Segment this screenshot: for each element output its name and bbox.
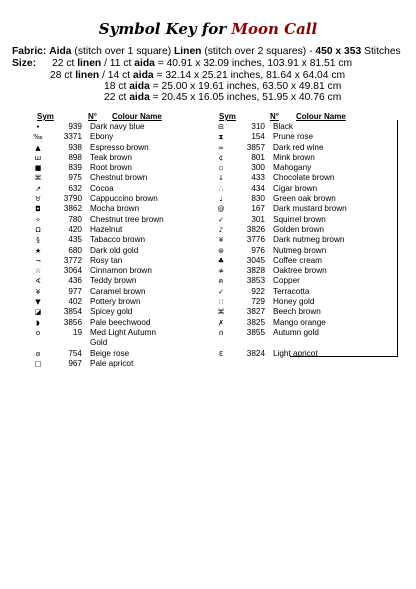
symbol-cell: ɞ <box>35 349 41 358</box>
colour-name-cell: Teak brown <box>90 152 132 162</box>
colour-name-cell: Golden brown <box>273 224 324 234</box>
size-line-part: 22 ct <box>52 58 78 69</box>
table-row <box>30 143 198 153</box>
table-row <box>213 256 381 266</box>
symbol-cell: ■ <box>34 164 42 173</box>
symbol-cell: ♩ <box>219 195 223 204</box>
colour-name-cell: Mango orange <box>273 317 326 327</box>
right-header-num: N° <box>270 112 279 121</box>
symbol-cell: Ω <box>35 225 41 234</box>
colour-name-cell: Cocoa <box>90 183 114 193</box>
thread-number-cell: 3371 <box>63 132 82 142</box>
symbol-cell: ш <box>34 153 42 162</box>
table-row <box>213 318 381 328</box>
symbol-cell <box>30 338 46 348</box>
symbol-cell: ✗ <box>218 318 224 327</box>
colour-name-cell: Cinnamon brown <box>90 266 152 276</box>
symbol-cell: ◗ <box>36 318 40 327</box>
colour-name-cell: Chocolate brown <box>273 173 335 183</box>
thread-number-cell: 434 <box>251 183 265 193</box>
thread-number-cell: 3856 <box>63 317 82 327</box>
table-border-right <box>397 120 398 357</box>
symbol-cell: ⧗ <box>218 133 224 142</box>
symbol-cell: ∢ <box>35 277 41 286</box>
size-line-part: aida <box>134 58 155 69</box>
table-row <box>213 338 381 348</box>
thread-number-cell: 3790 <box>63 194 82 204</box>
thread-number-cell: 3854 <box>63 307 82 317</box>
left-header-num: N° <box>88 112 97 121</box>
thread-number-cell: 167 <box>251 204 265 214</box>
table-row <box>30 173 198 183</box>
colour-name-cell: Hazelnut <box>90 224 123 234</box>
table-row <box>30 132 198 142</box>
size-line-part: = 32.14 x 25.21 inches, 81.64 x 64.04 cm <box>153 70 346 81</box>
colour-name-cell: Dark red wine <box>273 142 324 152</box>
colour-name-cell: Oaktree brown <box>273 266 327 276</box>
thread-number-cell: 300 <box>251 163 265 173</box>
table-row <box>213 266 381 276</box>
size-line-part: linen <box>77 58 102 69</box>
thread-number-cell <box>229 338 273 348</box>
fabric-stitches: 450 x 353 <box>315 46 362 57</box>
symbol-cell: ✧ <box>35 215 41 224</box>
colour-name-cell: Mahogany <box>273 163 312 173</box>
size-line <box>104 92 341 103</box>
table-row <box>213 122 381 132</box>
thread-number-cell: 436 <box>68 276 82 286</box>
thread-number-cell: 729 <box>251 297 265 307</box>
fabric-linen-note: (stitch over 2 squares) - <box>204 46 313 57</box>
size-line-part: linen <box>75 70 100 81</box>
title-prefix: Symbol Key for <box>98 20 232 38</box>
colour-name-cell: Chestnut brown <box>90 173 148 183</box>
colour-name-cell: Dark mustard brown <box>273 204 347 214</box>
colour-name-cell: Green oak brown <box>273 194 336 204</box>
symbol-cell: ∞ <box>218 143 224 152</box>
table-row <box>30 256 198 266</box>
table-row <box>30 276 198 286</box>
symbol-cell: ◪ <box>34 308 42 317</box>
fabric-aida: Aida <box>49 46 72 57</box>
left-symbol-table <box>30 122 198 369</box>
thread-number-cell: 402 <box>68 297 82 307</box>
colour-name-cell: Mocha brown <box>90 204 140 214</box>
colour-name-cell: Beech brown <box>273 307 321 317</box>
table-row <box>213 328 381 338</box>
table-row <box>30 287 198 297</box>
size-line <box>104 81 341 92</box>
fabric-label: Fabric: <box>12 46 47 57</box>
table-row <box>30 359 198 369</box>
table-row <box>30 338 198 348</box>
table-row <box>213 225 381 235</box>
colour-name-cell: Spicey gold <box>90 307 133 317</box>
table-row <box>30 225 198 235</box>
table-row <box>213 297 381 307</box>
thread-number-cell: 310 <box>251 122 265 131</box>
table-row <box>213 307 381 317</box>
table-row <box>213 184 381 194</box>
table-row <box>30 194 198 204</box>
size-line <box>52 58 352 69</box>
colour-name-cell: Root brown <box>90 163 132 173</box>
symbol-cell: ∴ <box>218 184 224 193</box>
thread-number-cell: 3772 <box>63 255 82 265</box>
fabric-stitches-label: Stitches <box>364 46 401 57</box>
table-row <box>213 153 381 163</box>
table-row <box>213 163 381 173</box>
thread-number-cell: 680 <box>68 245 82 255</box>
colour-name-cell: Gold <box>90 338 108 348</box>
thread-number-cell: 19 <box>72 327 82 337</box>
symbol-cell: @ <box>217 205 225 214</box>
thread-number-cell: 3857 <box>246 142 265 152</box>
colour-name-cell: Pale beechwood <box>90 317 151 327</box>
colour-name-cell: Cappuccino brown <box>90 194 158 204</box>
thread-number-cell: 780 <box>68 214 82 224</box>
size-line-part: 28 ct <box>50 70 76 81</box>
size-line-part: = 40.91 x 32.09 inches, 103.91 x 81.51 cm <box>154 58 353 69</box>
table-row <box>30 307 198 317</box>
thread-number-cell: 3853 <box>246 276 265 286</box>
symbol-cell: ሰ <box>218 328 224 337</box>
symbol-cell: ⊛ <box>218 246 224 255</box>
thread-number-cell: 3064 <box>63 266 82 276</box>
right-header-name: Colour Name <box>296 112 346 121</box>
colour-name-cell: Pale apricot <box>90 358 134 368</box>
thread-number-cell: 301 <box>251 214 265 224</box>
size-label: Size: <box>12 58 37 69</box>
size-line-part: aida <box>129 92 150 103</box>
thread-number-cell: 632 <box>68 183 82 193</box>
size-label-line <box>12 58 36 69</box>
symbol-cell: ¬ <box>35 256 41 265</box>
colour-name-cell: Dark navy blue <box>90 122 145 131</box>
symbol-cell: § <box>36 236 40 245</box>
thread-number-cell: 839 <box>68 163 82 173</box>
colour-name-cell: Terracotta <box>273 286 310 296</box>
colour-name-cell: Autumn gold <box>273 327 319 337</box>
symbol-cell: ฅ <box>218 277 224 286</box>
symbol-cell: ∷ <box>218 298 224 307</box>
colour-name-cell: Coffee cream <box>273 255 322 265</box>
colour-name-cell: Dark nutmeg brown <box>273 235 345 245</box>
size-line <box>50 70 345 81</box>
symbol-cell: ↗ <box>35 184 41 193</box>
thread-number-cell: 3776 <box>246 235 265 245</box>
symbol-cell: ≉ <box>218 267 224 276</box>
table-row <box>30 163 198 173</box>
thread-number-cell: 938 <box>68 142 82 152</box>
colour-name-cell: Rosy tan <box>90 255 123 265</box>
thread-number-cell: 3824 <box>246 348 265 358</box>
colour-name-cell: Prune rose <box>273 132 314 142</box>
size-line-part: / 11 ct <box>101 58 135 69</box>
right-symbol-table <box>213 122 381 359</box>
table-row <box>30 204 198 214</box>
thread-number-cell: 3826 <box>246 224 265 234</box>
table-row <box>213 132 381 142</box>
colour-name-cell: Med Light Autumn <box>90 327 156 337</box>
colour-name-cell: Cigar brown <box>273 183 318 193</box>
thread-number-cell: 154 <box>251 132 265 142</box>
colour-name-cell: Beige rose <box>90 348 130 358</box>
table-row <box>30 235 198 245</box>
fabric-line <box>12 46 401 57</box>
colour-name-cell: Caramel brown <box>90 286 146 296</box>
symbol-cell: ◘ <box>35 205 41 214</box>
thread-number-cell: 3045 <box>246 255 265 265</box>
colour-name-cell <box>273 338 381 348</box>
table-row <box>213 204 381 214</box>
symbol-cell: ✓ <box>218 287 224 296</box>
colour-name-cell: Espresso brown <box>90 142 149 152</box>
thread-number-cell: 967 <box>68 358 82 368</box>
colour-name-cell: Chestnut tree brown <box>90 214 164 224</box>
fabric-aida-note: (stitch over 1 square) <box>74 46 172 57</box>
table-row <box>30 328 198 338</box>
size-line-part: = 25.00 x 19.61 inches, 63.50 x 49.81 cm <box>149 81 342 92</box>
table-row <box>213 143 381 153</box>
table-row <box>213 287 381 297</box>
table-row <box>30 153 198 163</box>
colour-name-cell: Light apricot <box>273 348 318 358</box>
table-border-bottom <box>290 356 397 357</box>
symbol-cell: ↓ <box>218 174 224 183</box>
table-row <box>30 246 198 256</box>
colour-name-cell: Pottery brown <box>90 297 141 307</box>
thread-number-cell: 433 <box>251 173 265 183</box>
colour-name-cell: Teddy brown <box>90 276 137 286</box>
thread-number-cell: 3828 <box>246 266 265 276</box>
table-row <box>30 349 198 359</box>
symbol-cell: ¥ <box>218 236 224 245</box>
symbol-cell: ⌘ <box>34 174 42 183</box>
symbol-cell: ▫ <box>218 164 224 173</box>
size-line-part: aida <box>129 81 150 92</box>
thread-number-cell: 3827 <box>246 307 265 317</box>
symbol-cell: ★ <box>34 246 42 255</box>
symbol-cell: Ɛ <box>218 349 224 358</box>
page-title <box>0 20 416 38</box>
symbol-cell <box>213 338 229 348</box>
left-header-name: Colour Name <box>112 112 162 121</box>
size-line-part: aida <box>133 70 154 81</box>
symbol-cell: ✓ <box>218 215 224 224</box>
size-line-part: / 14 ct <box>99 70 133 81</box>
colour-name-cell: Nutmeg brown <box>273 245 327 255</box>
colour-name-cell: Honey gold <box>273 297 315 307</box>
symbol-cell: ⊟ <box>218 123 224 131</box>
table-row <box>213 276 381 286</box>
symbol-cell: ▲ <box>35 143 41 152</box>
table-row <box>213 215 381 225</box>
symbol-cell: ‰ <box>33 133 43 142</box>
table-row <box>30 215 198 225</box>
symbol-cell: ♣ <box>217 256 225 265</box>
thread-number-cell: 435 <box>68 235 82 245</box>
table-row <box>30 318 198 328</box>
colour-name-cell: Dark old gold <box>90 245 139 255</box>
colour-name-cell: Tabacco brown <box>90 235 146 245</box>
colour-name-cell: Copper <box>273 276 300 286</box>
thread-number-cell <box>46 338 90 348</box>
colour-name-cell: Ebony <box>90 132 114 142</box>
thread-number-cell: 3862 <box>63 204 82 214</box>
symbol-cell: ♉ <box>34 195 42 204</box>
colour-name-cell: Black <box>273 122 294 131</box>
table-row <box>213 349 381 359</box>
thread-number-cell: 420 <box>68 224 82 234</box>
size-line-part: 22 ct <box>104 92 130 103</box>
title-pattern-name: Moon Call <box>231 20 318 38</box>
symbol-cell: ▼ <box>35 298 41 307</box>
colour-name-cell: Squirrel brown <box>273 214 326 224</box>
thread-number-cell: 801 <box>251 152 265 162</box>
thread-number-cell: 975 <box>68 173 82 183</box>
size-line-part: = 20.45 x 16.05 inches, 51.95 x 40.76 cm <box>149 92 342 103</box>
size-line-part: 18 ct <box>104 81 130 92</box>
table-row <box>213 235 381 245</box>
colour-name-cell: Mink brown <box>273 152 315 162</box>
table-row <box>30 184 198 194</box>
table-row <box>213 194 381 204</box>
thread-number-cell: 3825 <box>246 317 265 327</box>
right-header-sym: Sym <box>219 112 236 121</box>
symbol-cell: ☆ <box>34 267 42 276</box>
left-header-sym: Sym <box>37 112 54 121</box>
table-row <box>30 297 198 307</box>
symbol-cell: ♪ <box>218 225 224 234</box>
thread-number-cell: 976 <box>251 245 265 255</box>
thread-number-cell: 939 <box>68 122 82 131</box>
symbol-cell: o <box>35 328 41 337</box>
symbol-cell: ⌘ <box>217 308 225 317</box>
thread-number-cell: 3855 <box>246 327 265 337</box>
thread-number-cell: 754 <box>68 348 82 358</box>
fabric-linen: Linen <box>174 46 202 57</box>
table-row <box>30 122 198 132</box>
table-row <box>213 173 381 183</box>
thread-number-cell: 922 <box>251 286 265 296</box>
thread-number-cell: 830 <box>251 194 265 204</box>
symbol-cell: ¥ <box>35 287 41 296</box>
table-row <box>213 246 381 256</box>
symbol-cell: ¢ <box>218 153 224 162</box>
thread-number-cell: 898 <box>68 152 82 162</box>
thread-number-cell: 977 <box>68 286 82 296</box>
symbol-cell: □ <box>34 359 42 368</box>
table-row <box>30 266 198 276</box>
symbol-cell: • <box>35 123 41 131</box>
